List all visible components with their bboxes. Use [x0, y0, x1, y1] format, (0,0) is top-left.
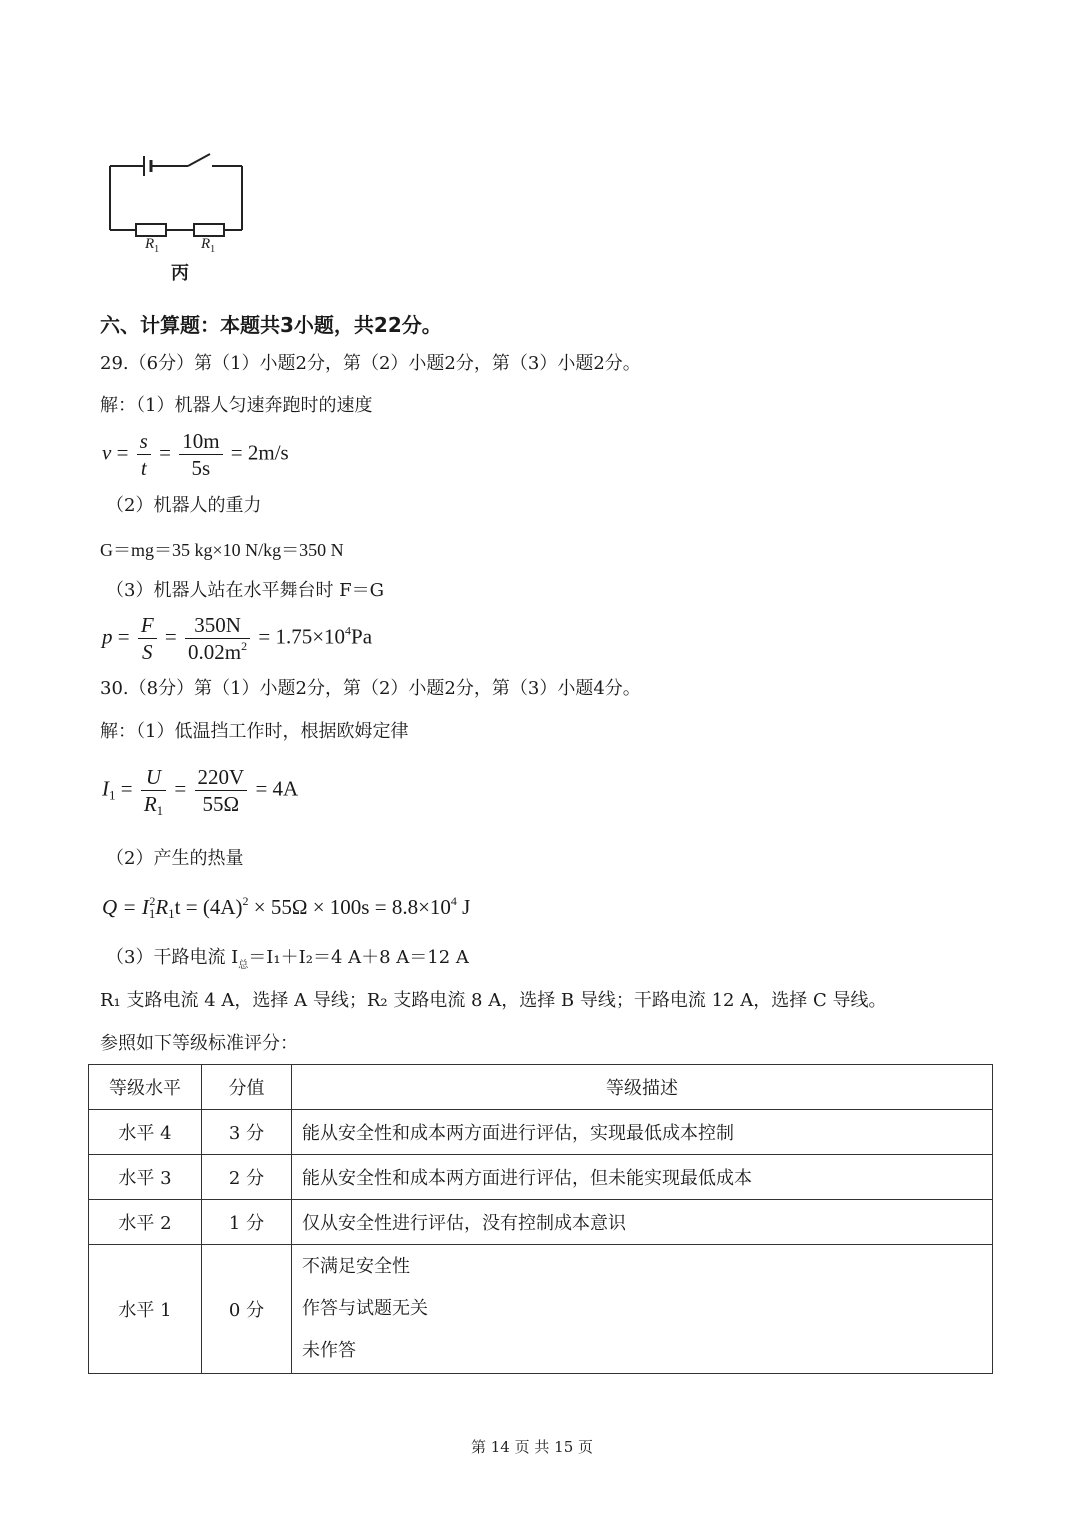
- section-title: 六、计算题：本题共3小题，共22分。: [100, 313, 442, 337]
- score-cell: 1 分: [202, 1200, 292, 1245]
- grading-intro: 参照如下等级标准评分：: [100, 1033, 298, 1054]
- description-line: 未作答: [302, 1340, 356, 1361]
- score-cell: 3 分: [202, 1110, 292, 1155]
- q30-part2-label: （2）产生的热量: [106, 848, 244, 869]
- level-cell: 水平 4: [89, 1110, 202, 1155]
- q29-part1-label: 解：（1）机器人匀速奔跑时的速度: [100, 395, 373, 416]
- header-level: 等级水平: [89, 1065, 202, 1110]
- table-row: [89, 1110, 993, 1155]
- resistor-2-label: $R_1$: [201, 236, 216, 255]
- level-cell: 水平 1: [89, 1245, 202, 1374]
- description-cell: [292, 1245, 993, 1374]
- circuit-caption: 丙: [171, 263, 189, 284]
- q29-pressure-equation: p = $\frac{F}{S}$ = $\frac{350N}{0.02m^2}$ = $1.75\times 10^4Pa$: [102, 613, 373, 664]
- table-row: [89, 1155, 993, 1200]
- q30-wire-choice-line: R₁ 支路电流 4 A，选择 A 导线；R₂ 支路电流 8 A，选择 B 导线；干路电流 12 A，选择 C 导线。: [100, 990, 887, 1011]
- resistor-2: [194, 224, 224, 236]
- q29-part2-label: （2）机器人的重力: [106, 495, 262, 516]
- q29-weight-equation: G＝mg＝35 kg×10 N/kg＝350 N: [100, 540, 344, 560]
- table-header-row: [89, 1065, 993, 1110]
- q29-part3-label: （3）机器人站在水平舞台时 F＝G: [106, 580, 385, 601]
- level-cell: 水平 3: [89, 1155, 202, 1200]
- q30-current-equation: $I_1$ = $\frac{U}{R_1}$ = $\frac{220V}{55\Omega}$ = 4A: [102, 765, 299, 818]
- q30-part3-line: （3）干路电流 $I_总=I_1+I_2=4$ A＋8 A＝12 A: [106, 947, 469, 971]
- header-description: 等级描述: [292, 1065, 993, 1110]
- q30-heat-equation: $Q = I_1^2R_1t = (4A)^2 \times 55\Omega \times 100s = 8.8\times 10^4$ J: [102, 894, 471, 921]
- resistor-1: [136, 224, 166, 236]
- resistor-1-label: $R_1$: [145, 236, 160, 255]
- table-row: [89, 1200, 993, 1245]
- description-cell: 能从安全性和成本两方面进行评估，实现最低成本控制: [292, 1110, 993, 1155]
- switch-blade: [188, 154, 210, 166]
- level-cell: 水平 2: [89, 1200, 202, 1245]
- description-cell: 仅从安全性进行评估，没有控制成本意识: [292, 1200, 993, 1245]
- description-line: 作答与试题无关: [302, 1298, 428, 1319]
- description-cell: 能从安全性和成本两方面进行评估，但未能实现最低成本: [292, 1155, 993, 1200]
- q29-header: 29.（6分）第（1）小题2分，第（2）小题2分，第（3）小题2分。: [100, 353, 641, 374]
- description-line: 不满足安全性: [302, 1256, 410, 1277]
- q29-velocity-equation: v = $\frac{s}{t}$ = $\frac{10m}{5s}$ = 2m/s: [102, 429, 289, 480]
- grading-table: [88, 1064, 993, 1374]
- score-cell: 0 分: [202, 1245, 292, 1374]
- page-number: 第 14 页 共 15 页: [471, 1438, 594, 1456]
- q30-header: 30.（8分）第（1）小题2分，第（2）小题2分，第（3）小题4分。: [100, 678, 641, 699]
- table-row: [89, 1245, 993, 1374]
- circuit-diagram: [100, 148, 260, 248]
- score-cell: 2 分: [202, 1155, 292, 1200]
- header-score: 分值: [202, 1065, 292, 1110]
- q30-part1-label: 解：（1）低温挡工作时，根据欧姆定律: [100, 721, 409, 742]
